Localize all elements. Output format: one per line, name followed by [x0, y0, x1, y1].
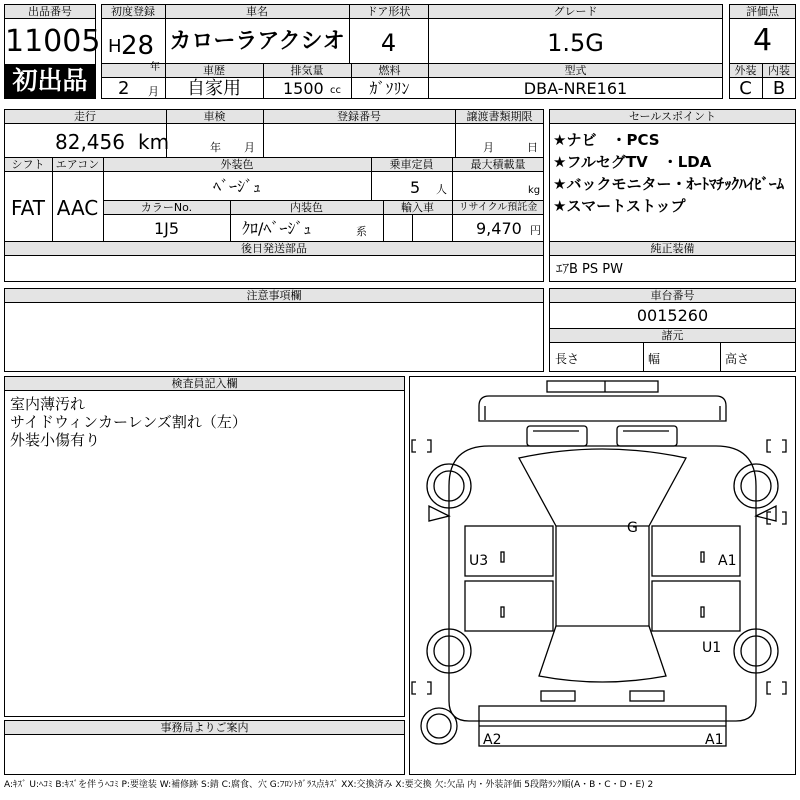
ext-color-value: ﾍﾞｰｼﾞｭ: [212, 177, 261, 196]
reg-month-unit: 月: [148, 85, 159, 98]
office-label: 事務局よりご案内: [5, 721, 404, 735]
model-label: 型式: [564, 64, 587, 77]
score-value: 4: [752, 23, 773, 58]
car-diagram: [409, 376, 796, 775]
fuel-value: ｶﾞｿﾘﾝ: [369, 79, 410, 98]
reg-month: 2: [118, 78, 130, 99]
reg-no-label: 登録番号: [337, 110, 381, 123]
damage-mark: A1: [705, 732, 724, 748]
model-value: DBA-NRE161: [523, 79, 628, 98]
inspector-note: 室内薄汚れ: [10, 395, 86, 413]
score-label: 評価点: [730, 5, 795, 19]
transfer-label: 譲渡書類期限: [466, 110, 533, 123]
chassis-value: 0015260: [636, 306, 709, 325]
lot-label: 出品番号: [5, 5, 95, 19]
recycle-unit: 円: [530, 224, 541, 237]
ac-value: AAC: [56, 196, 99, 220]
sales-point-line: ★ナビ ・PCS: [553, 131, 660, 149]
notes-label: 注意事項欄: [5, 289, 543, 303]
color-no-label: カラーNo.: [140, 201, 193, 214]
inspector-note: 外装小傷有り: [10, 431, 101, 449]
sales-point-line: ★スマートストップ: [553, 197, 686, 215]
car-name: カローラアクシオ: [169, 29, 345, 54]
first-reg-label: 初度登録: [111, 5, 155, 18]
seats-label: 乗車定員: [389, 158, 434, 171]
damage-mark: A1: [718, 553, 737, 569]
lot-number: 11005: [5, 24, 101, 59]
displacement-value: 1500: [283, 79, 324, 98]
fuel-label: 燃料: [378, 64, 401, 77]
car-name-label: 車名: [246, 5, 268, 18]
damage-mark: A2: [483, 732, 502, 748]
height-label: 高さ: [725, 352, 750, 366]
exterior-grade: C: [739, 78, 752, 99]
interior-label: 内装: [768, 64, 790, 77]
grade-label: グレード: [553, 5, 598, 18]
sales-point-line: ★バックモニター・ｵｰﾄﾏﾁｯｸﾊｲﾋﾞｰﾑ: [553, 175, 784, 193]
int-color-suffix: 系: [356, 225, 367, 238]
width-label: 幅: [648, 352, 661, 366]
int-color-value: ｸﾛ/ﾍﾞｰｼﾞｭ: [242, 219, 312, 238]
seats-value: 5: [410, 178, 421, 197]
seats-unit: 人: [436, 183, 447, 196]
damage-mark: U1: [702, 640, 722, 656]
exterior-label: 外装: [734, 64, 757, 77]
legend: A:ｷｽﾞ U:ﾍｺﾐ B:ｷｽﾞを伴うﾍｺﾐ P:要塗装 W:補修跡 S:錆 C:腐食、穴 G:ﾌﾛﾝﾄｶﾞﾗｽ点ｷｽﾞ XX:交換済み X:要交換 欠:欠品 内・外装評価 5段階ﾗﾝｸ順(A・B・C・D・E) 2: [4, 780, 654, 790]
color-no-value: 1J5: [153, 219, 180, 238]
reg-year-unit: 年: [150, 62, 160, 73]
equipment-label: 純正装備: [550, 242, 795, 256]
history-label: 車歴: [203, 64, 225, 77]
ext-color-label: 外装色: [220, 158, 254, 171]
chassis-label: 車台番号: [550, 289, 795, 303]
int-color-label: 内装色: [290, 201, 323, 214]
ac-label: エアコン: [55, 158, 100, 171]
grade-value: 1.5G: [547, 29, 604, 57]
later-parts-label: 後日発送部品: [241, 242, 307, 255]
load-label: 最大積載量: [470, 158, 526, 171]
displacement-unit: cc: [330, 85, 341, 96]
transfer-day-unit: 日: [527, 141, 538, 154]
inspector-note: サイドウィンカーレンズ割れ（左）: [10, 413, 247, 431]
mileage-unit: km: [138, 130, 170, 154]
damage-mark: U3: [469, 553, 489, 569]
dims-label: 諸元: [550, 329, 795, 343]
history-value: 自家用: [187, 78, 241, 99]
era-label: H: [108, 36, 122, 57]
doors-label: ドア形状: [366, 5, 411, 18]
sales-point-line: ★フルセグTV ・LDA: [553, 153, 712, 171]
recycle-label: リサイクル預託金: [458, 202, 538, 213]
transfer-month-unit: 月: [483, 141, 494, 154]
inspection-month-unit: 月: [244, 141, 255, 154]
inspection-year-unit: 年: [210, 141, 221, 154]
mileage-value: 82,456: [55, 130, 125, 154]
sales-points-label: セールスポイント: [550, 110, 795, 124]
mileage-label: 走行: [74, 110, 96, 123]
doors-value: 4: [380, 29, 397, 57]
displacement-label: 排気量: [290, 64, 324, 77]
shift-value: FAT: [10, 196, 45, 220]
first-listing-text: 初出品: [12, 66, 88, 95]
inspection-label: 車検: [203, 110, 226, 123]
load-unit: kg: [528, 185, 541, 196]
inspector-label: 検査員記入欄: [5, 377, 404, 391]
interior-grade: B: [772, 78, 786, 99]
equipment-value: ｴｱB PS PW: [556, 262, 623, 277]
reg-year: 28: [121, 31, 155, 61]
length-label: 長さ: [555, 352, 580, 366]
shift-label: シフト: [11, 158, 45, 171]
damage-mark: G: [627, 520, 638, 536]
import-label: 輸入車: [401, 201, 434, 214]
recycle-value: 9,470: [476, 219, 522, 238]
